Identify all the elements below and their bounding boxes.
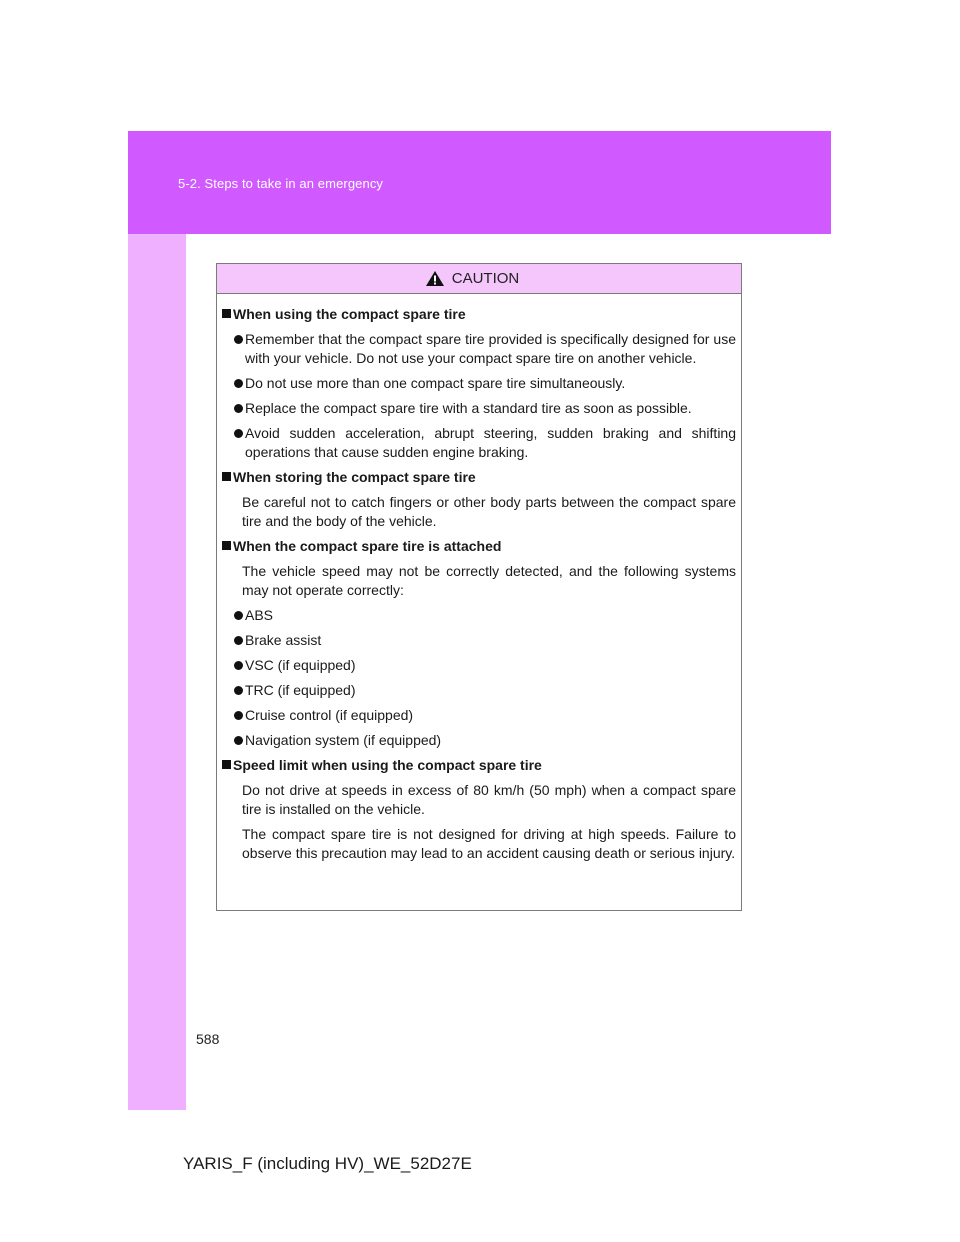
caution-heading bbox=[222, 305, 736, 324]
section-title: 5-2. Steps to take in an emergency bbox=[178, 176, 384, 191]
round-bullet-icon bbox=[234, 379, 245, 393]
bullet-item bbox=[234, 606, 736, 625]
bullet-text: ABS bbox=[245, 607, 274, 623]
caution-paragraph: Be careful not to catch fingers or other body parts between the compact spare tire and the body of the vehicle. bbox=[242, 494, 736, 529]
caution-paragraph: The vehicle speed may not be correctly detected, and the following systems may not operate correctly: bbox=[242, 563, 736, 598]
round-bullet-icon bbox=[234, 661, 245, 675]
footer-code: YARIS_F (including HV)_WE_52D27E bbox=[183, 1154, 472, 1173]
round-bullet-icon bbox=[234, 736, 245, 750]
bullet-text: Remember that the compact spare tire provided is specifically designed for use with your vehicle. Do not use your compact spare tire on another vehicle. bbox=[245, 331, 736, 366]
caution-header bbox=[217, 264, 741, 294]
bullet-item bbox=[234, 330, 736, 368]
square-bullet-icon bbox=[222, 309, 233, 324]
caution-heading-text: When using the compact spare tire bbox=[233, 306, 466, 322]
square-bullet-icon bbox=[222, 472, 233, 487]
caution-heading-text: Speed limit when using the compact spare tire bbox=[233, 757, 542, 773]
bullet-item bbox=[234, 731, 736, 750]
caution-paragraph: The compact spare tire is not designed for driving at high speeds. Failure to observe this precaution may lead to an accident causing death or serious injury. bbox=[242, 826, 736, 861]
page-number: 588 bbox=[196, 1031, 220, 1047]
bullet-item bbox=[234, 374, 736, 393]
caution-heading bbox=[222, 537, 736, 556]
caution-heading bbox=[222, 756, 736, 775]
warning-triangle-icon bbox=[425, 270, 445, 287]
square-bullet-icon bbox=[222, 760, 233, 775]
round-bullet-icon bbox=[234, 335, 245, 368]
bullet-item bbox=[234, 706, 736, 725]
bullet-item bbox=[234, 424, 736, 462]
caution-box bbox=[216, 263, 742, 911]
round-bullet-icon bbox=[234, 429, 245, 462]
bullet-text: Replace the compact spare tire with a standard tire as soon as possible. bbox=[245, 400, 692, 416]
round-bullet-icon bbox=[234, 711, 245, 725]
bullet-item bbox=[234, 681, 736, 700]
bullet-text: Do not use more than one compact spare tire simultaneously. bbox=[245, 375, 626, 391]
caution-heading bbox=[222, 468, 736, 487]
square-bullet-icon bbox=[222, 541, 233, 556]
bullet-item bbox=[234, 399, 736, 418]
bullet-text: Navigation system (if equipped) bbox=[245, 732, 442, 748]
bullet-item bbox=[234, 656, 736, 675]
bullet-text: Avoid sudden acceleration, abrupt steering, sudden braking and shifting operations that cause sudden engine braking. bbox=[245, 425, 736, 460]
caution-body bbox=[217, 294, 741, 863]
round-bullet-icon bbox=[234, 404, 245, 418]
bullet-text: TRC (if equipped) bbox=[245, 682, 356, 698]
bullet-text: Cruise control (if equipped) bbox=[245, 707, 414, 723]
round-bullet-icon bbox=[234, 636, 245, 650]
bullet-text: Brake assist bbox=[245, 632, 322, 648]
caution-heading-text: When the compact spare tire is attached bbox=[233, 538, 502, 554]
caution-paragraph: Do not drive at speeds in excess of 80 km/h (50 mph) when a compact spare tire is installed on the vehicle. bbox=[242, 782, 736, 817]
side-strip bbox=[128, 234, 186, 1110]
round-bullet-icon bbox=[234, 611, 245, 625]
caution-heading-text: When storing the compact spare tire bbox=[233, 469, 476, 485]
caution-title: CAUTION bbox=[451, 270, 520, 287]
bullet-text: VSC (if equipped) bbox=[245, 657, 356, 673]
round-bullet-icon bbox=[234, 686, 245, 700]
bullet-item bbox=[234, 631, 736, 650]
